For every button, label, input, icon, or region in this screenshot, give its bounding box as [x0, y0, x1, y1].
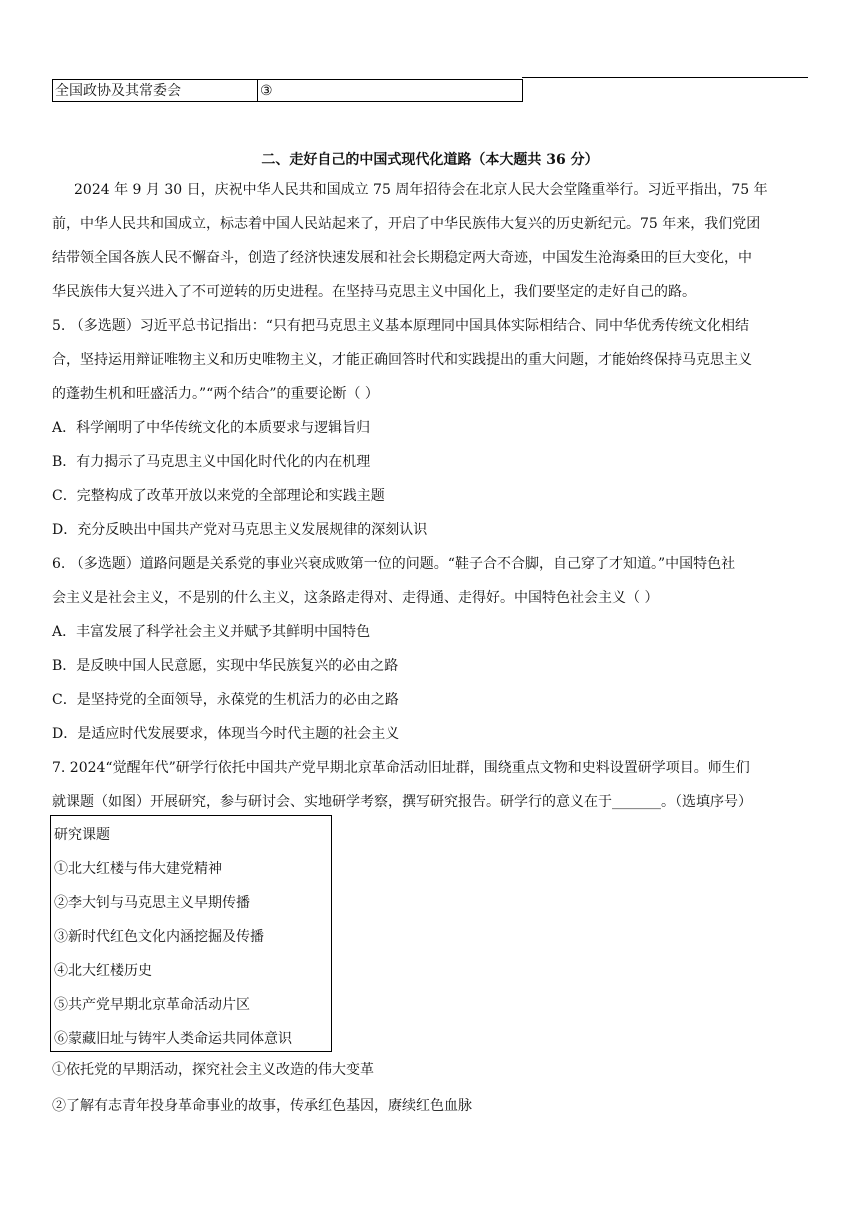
box-item: ②李大钊与马克思主义早期传播: [54, 895, 250, 911]
box-item: ⑤共产党早期北京革命活动片区: [54, 997, 250, 1013]
question-5-option-a: A．科学阐明了中华传统文化的本质要求与逻辑旨归: [52, 420, 371, 436]
box-title: 研究课题: [54, 827, 110, 843]
question-6-option-d: D．是适应时代发展要求，体现当今时代主题的社会主义: [52, 726, 400, 742]
question-7-stem: 就课题（如图）开展研究，参与研讨会、实地研学考察，撰写研究报告。研学行的意义在于_______。（选填序号）: [52, 794, 752, 810]
question-6-stem: 会主义是社会主义，不是别的什么主义，这条路走得对、走得通、走得好。中国特色社会主义（ ）: [52, 590, 659, 606]
question-5-stem: 合，坚持运用辩证唯物主义和历史唯物主义，才能正确回答时代和实践提出的重大问题，才能始终保持马克思主义: [52, 352, 752, 368]
box-item: ③新时代红色文化内涵挖掘及传播: [54, 929, 264, 945]
box-item: ④北大红楼历史: [54, 963, 152, 979]
box-item: ①北大红楼与伟大建党精神: [54, 861, 222, 877]
intro-line: 华民族伟大复兴进入了不可逆转的历史进程。在坚持马克思主义中国化上，我们要坚定的走好自己的路。: [52, 284, 696, 300]
question-7-choice: ②了解有志青年投身革命事业的故事，传承红色基因，赓续红色血脉: [52, 1098, 472, 1114]
research-topics-box: [50, 815, 332, 1052]
intro-line: 前，中华人民共和国成立，标志着中国人民站起来了，开启了中华民族伟大复兴的历史新纪元。75 年来，我们党团: [52, 216, 761, 232]
box-item: ⑥蒙藏旧址与铸牢人类命运共同体意识: [54, 1031, 292, 1047]
header-rule: [522, 77, 808, 78]
intro-line: 2024 年 9 月 30 日，庆祝中华人民共和国成立 75 周年招待会在北京人民大会堂隆重举行。习近平指出，75 年: [74, 182, 768, 198]
table-row: [53, 80, 523, 102]
question-5-stem: 的蓬勃生机和旺盛活力。”“两个结合”的重要论断（ ）: [52, 386, 379, 402]
question-6-option-c: C．是坚持党的全面领导，永葆党的生机活力的必由之路: [52, 692, 399, 708]
question-7-stem: 7. 2024“觉醒年代”研学行依托中国共产党早期北京革命活动旧址群，围绕重点文物和史料设置研学项目。师生们: [52, 760, 750, 776]
question-5-option-b: B．有力揭示了马克思主义中国化时代化的内在机理: [52, 454, 371, 470]
table-cell-organ: 全国政协及其常委会: [53, 80, 258, 102]
question-5-option-c: C．完整构成了改革开放以来党的全部理论和实践主题: [52, 488, 385, 504]
top-table: [52, 79, 523, 102]
question-6-stem: 6. （多选题）道路问题是关系党的事业兴衰成败第一位的问题。“鞋子合不合脚，自己穿了才知道。”中国特色社: [52, 556, 736, 572]
question-5-stem: 5. （多选题）习近平总书记指出：“只有把马克思主义基本原理同中国具体实际相结合、同中华优秀传统文化相结: [52, 318, 749, 334]
question-6-option-b: B．是反映中国人民意愿，实现中华民族复兴的必由之路: [52, 658, 399, 674]
section-heading: 二、走好自己的中国式现代化道路（本大题共 36 分）: [261, 152, 599, 168]
table-cell-number: ③: [258, 80, 523, 102]
intro-line: 结带领全国各族人民不懈奋斗，创造了经济快速发展和社会长期稳定两大奇迹，中国发生沧海桑田的巨大变化，中: [52, 250, 752, 266]
question-5-option-d: D．充分反映出中国共产党对马克思主义发展规律的深刻认识: [52, 522, 428, 538]
question-6-option-a: A．丰富发展了科学社会主义并赋予其鲜明中国特色: [52, 624, 371, 640]
question-7-choice: ①依托党的早期活动，探究社会主义改造的伟大变革: [52, 1062, 374, 1078]
